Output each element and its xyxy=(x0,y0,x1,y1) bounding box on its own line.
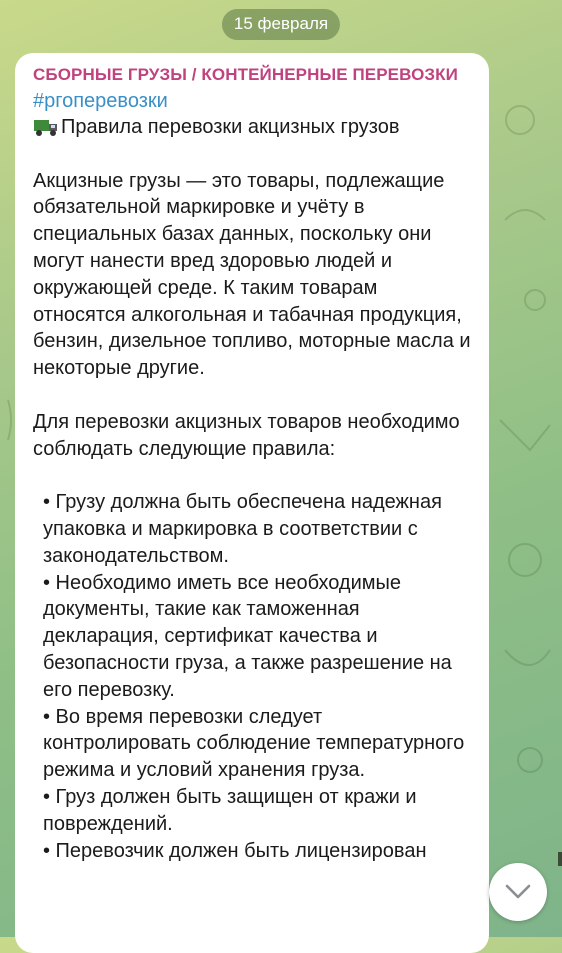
bullet-list xyxy=(33,489,475,864)
bullet-item: • Необходимо иметь все необходимые документы, такие как таможенная декларация, сертификат качества и безопасности груза, а также разрешение на его перевозку. xyxy=(43,571,452,701)
message-text xyxy=(33,114,475,864)
date-separator: 15 февраля xyxy=(222,9,340,40)
message-title-line xyxy=(33,114,475,141)
scroll-to-bottom-button[interactable] xyxy=(489,863,547,921)
truck-emoji-icon xyxy=(33,117,59,137)
chevron-down-icon xyxy=(505,884,531,900)
bullet-item: • Во время перевозки следует контролировать соблюдение температурного режима и условий хранения груза. xyxy=(43,705,465,782)
bullet-item: • Перевозчик должен быть лицензирован xyxy=(43,839,427,862)
message-title: Правила перевозки акцизных грузов xyxy=(61,116,400,138)
bullet-item: • Груз должен быть защищен от кражи и повреждений. xyxy=(43,785,417,835)
message-paragraph: Для перевозки акцизных товаров необходимо соблюдать следующие правила: xyxy=(33,410,460,460)
bullet-item: • Грузу должна быть обеспечена надежная упаковка и маркировка в соответствии с законодательством. xyxy=(43,491,442,567)
message-paragraph: Акцизные грузы — это товары, подлежащие обязательной маркировке и учёту в специальных базах данных, поскольку они могут нанести вред здоровью людей и окружающей среде. К таким товарам относятся алкогольная и табачная продукция, бензин, дизельное топливо, моторные масла и некоторые другие. xyxy=(33,169,471,380)
message-bubble[interactable] xyxy=(15,53,489,953)
hashtag-link[interactable]: #pгоперевозки xyxy=(33,90,168,112)
channel-name[interactable]: СБОРНЫЕ ГРУЗЫ / КОНТЕЙНЕРНЫЕ ПЕРЕВОЗКИ xyxy=(33,65,458,84)
scrollbar-thumb[interactable] xyxy=(558,852,562,866)
